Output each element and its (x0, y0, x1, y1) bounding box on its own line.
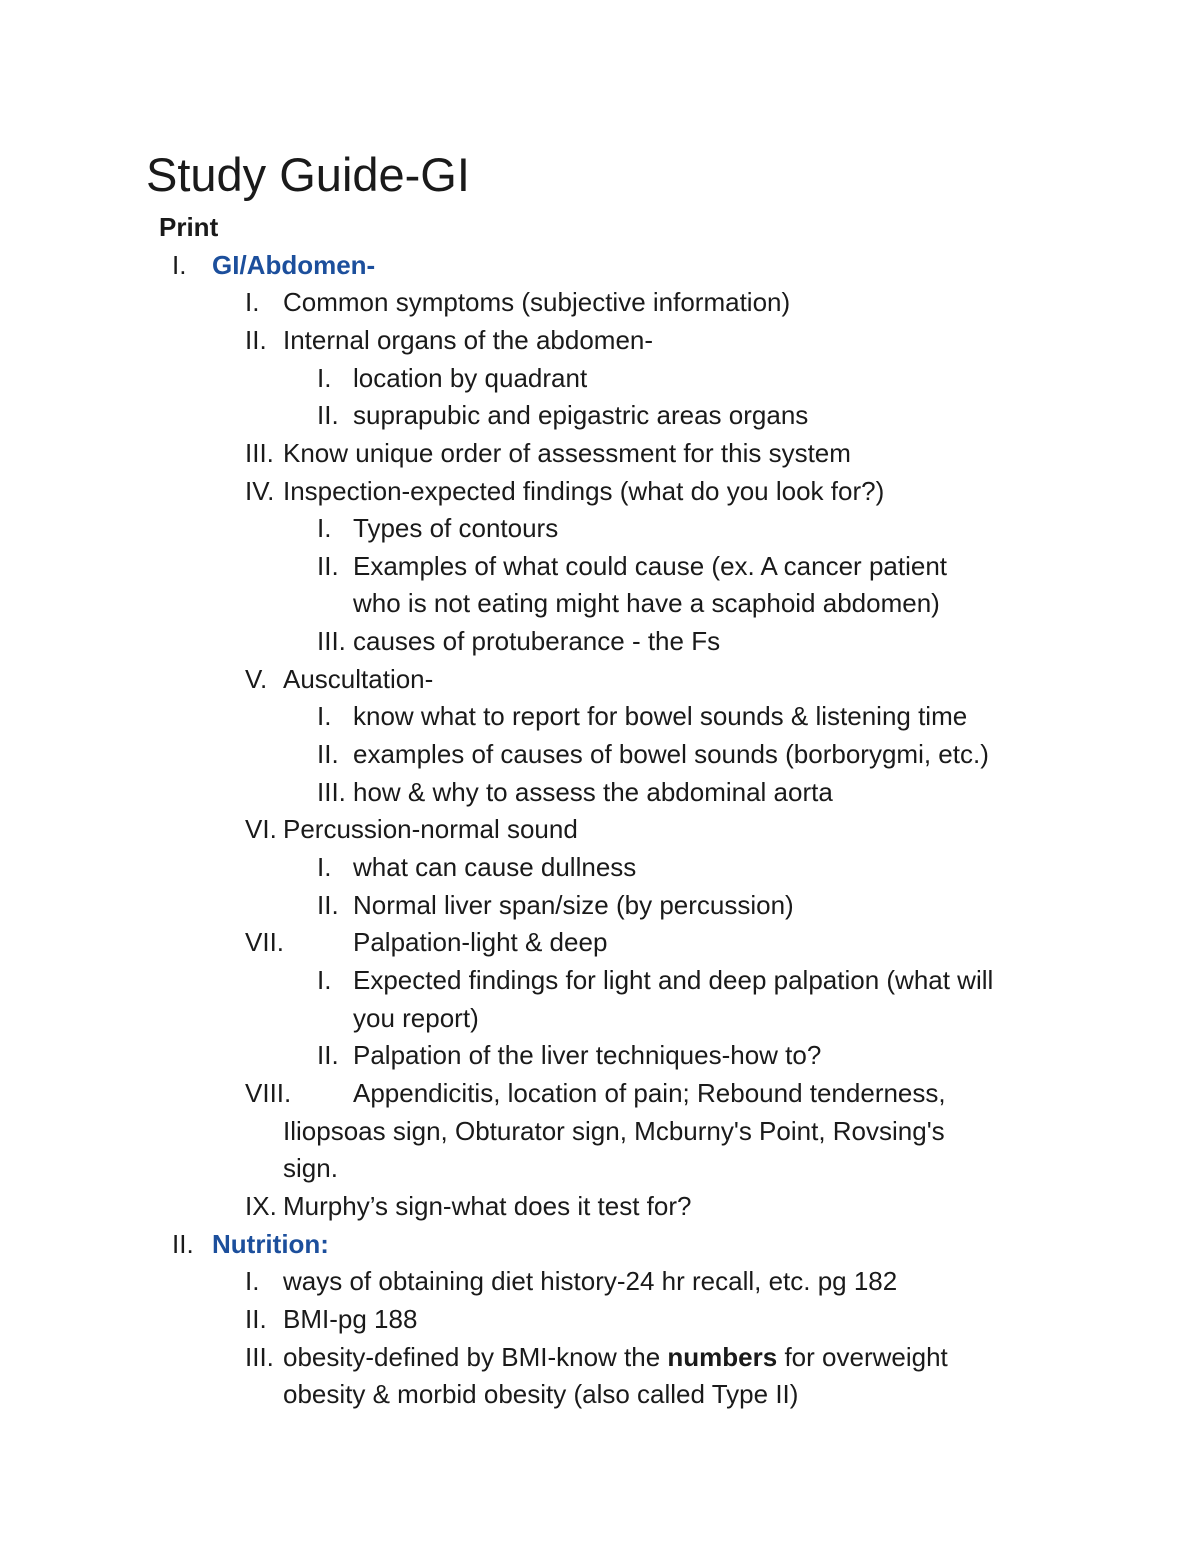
list-marker: III. (317, 777, 346, 807)
list-item-text: ways of obtaining diet history-24 hr recall, etc. pg 182 (283, 1266, 898, 1296)
list-marker: III. (245, 438, 274, 468)
list-item-text: Murphy’s sign-what does it test for? (283, 1191, 692, 1221)
page-title: Study Guide-GI (146, 148, 470, 201)
list-item-text: Percussion-normal sound (283, 814, 578, 844)
list-item-text: examples of causes of bowel sounds (borborygmi, etc.) (353, 739, 989, 769)
list-item-text-pre: obesity-defined by BMI-know the (283, 1342, 668, 1372)
list-marker: III. (317, 626, 346, 656)
section-title: GI/Abdomen- (212, 250, 376, 280)
list-item-text: what can cause dullness (353, 852, 637, 882)
list-item-text: Iliopsoas sign, Obturator sign, Mcburny's Point, Rovsing's (283, 1116, 945, 1146)
list-item-text: suprapubic and epigastric areas organs (353, 400, 809, 430)
list-item-text-post: for overweight (777, 1342, 948, 1372)
list-marker: I. (172, 250, 187, 280)
list-marker: VI. (245, 814, 277, 844)
list-marker: II. (172, 1229, 194, 1259)
list-item-text: Palpation-light & deep (353, 927, 608, 957)
list-item-text: Know unique order of assessment for this system (283, 438, 851, 468)
list-item-text: how & why to assess the abdominal aorta (353, 777, 833, 807)
list-item-text: BMI-pg 188 (283, 1304, 418, 1334)
list-marker: I. (245, 1266, 260, 1296)
list-item-text: who is not eating might have a scaphoid abdomen) (353, 588, 940, 618)
list-marker: III. (245, 1342, 274, 1372)
list-marker: I. (317, 852, 332, 882)
list-item-text: location by quadrant (353, 363, 588, 393)
list-marker: II. (245, 1304, 267, 1334)
list-item-text: sign. (283, 1153, 338, 1183)
list-item-text: Common symptoms (subjective information) (283, 287, 791, 317)
list-item-text: you report) (353, 1003, 479, 1033)
list-marker: VIII. (245, 1078, 292, 1108)
list-marker: I. (317, 701, 332, 731)
list-marker: I. (317, 363, 332, 393)
list-item-text: Examples of what could cause (ex. A cancer patient (353, 551, 948, 581)
list-item-text (283, 1338, 948, 1376)
list-marker: II. (317, 739, 339, 769)
list-item-text: Expected findings for light and deep palpation (what will (353, 965, 994, 995)
list-marker: I. (245, 287, 260, 317)
list-marker: I. (317, 965, 332, 995)
list-item-text: Normal liver span/size (by percussion) (353, 890, 794, 920)
list-marker: II. (317, 551, 339, 581)
list-marker: IX. (245, 1191, 277, 1221)
list-marker: VII. (245, 927, 285, 957)
list-item-text: obesity & morbid obesity (also called Type II) (283, 1379, 799, 1409)
list-item-text: Appendicitis, location of pain; Rebound tenderness, (353, 1078, 946, 1108)
list-marker: V. (245, 664, 268, 694)
list-item-text: Internal organs of the abdomen- (283, 325, 654, 355)
list-item-text: Auscultation- (283, 664, 434, 694)
section-title: Nutrition: (212, 1229, 329, 1259)
list-item-text: Types of contours (353, 513, 559, 543)
list-item-text: know what to report for bowel sounds & listening time (353, 701, 968, 731)
list-marker: IV. (245, 476, 275, 506)
list-marker: II. (317, 890, 339, 920)
list-marker: II. (245, 325, 267, 355)
list-marker: II. (317, 1040, 339, 1070)
list-item-text: Inspection-expected findings (what do you look for?) (283, 476, 885, 506)
list-marker: I. (317, 513, 332, 543)
emphasis-text: numbers (667, 1342, 778, 1372)
list-marker: II. (317, 400, 339, 430)
list-item-text: causes of protuberance - the Fs (353, 626, 721, 656)
list-item-text: Palpation of the liver techniques-how to? (353, 1040, 822, 1070)
page-subtitle: Print (159, 212, 219, 242)
